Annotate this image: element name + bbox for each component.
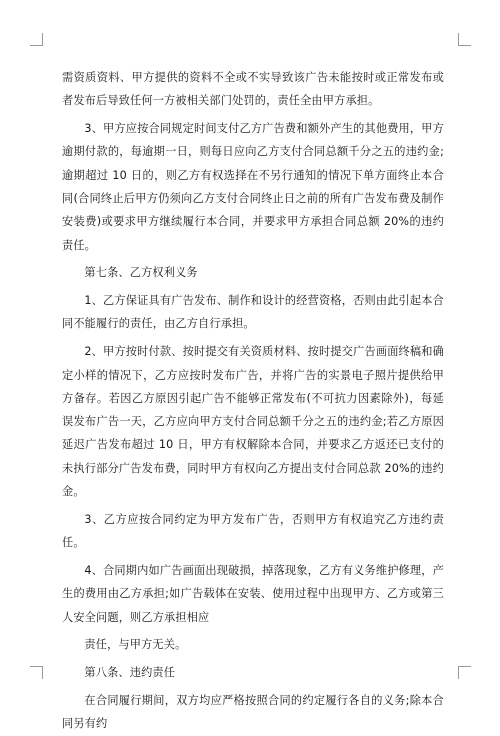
paragraph-party-b-responsibility: 责任，与甲方无关。 [84,638,187,652]
crop-mark-bottom-left [30,666,43,679]
paragraph-party-b-qualification: 1、乙方保证具有广告发布、制作和设计的经营资格，否则由此引起本合同不能履行的责任，由乙方自行承担。 [62,294,444,331]
crop-mark-top-left [30,33,43,46]
paragraph-party-b-contract-publish: 3、乙方应按合同约定为甲方发布广告，否则甲方有权追究乙方违约责任。 [62,512,444,550]
paragraph-breach-liability: 在合同履行期间，双方均应严格按照合同的约定履行各自的义务;除本合同另有约 [62,693,444,731]
paragraph-party-a-payment: 3、甲方应按合同规定时间支付乙方广告费和额外产生的其他费用，甲方逾期付款的，每逾期一日，则每日应向乙方支付合同总额千分之五的违约金;逾期超过 10 日的，则乙方有权选择在不另行通知的情况下单方面终止本合同(合同终止后甲方仍须向乙方支付合同终止日之前的所有广告发布费及制作安装费)或要求甲方继续履行本合同，并要求甲方承担合同总额 20%的违约责任。 [62,122,444,252]
paragraph-liability-materials: 需资质资料、甲方提供的资料不全或不实导致该广告未能按时或正常发布或者发布后导致任何一方被相关部门处罚的，责任全由甲方承担。 [62,71,444,108]
crop-mark-top-right [458,33,471,46]
document-body [62,66,444,736]
paragraph-party-b-publish: 2、甲方按时付款、按时提交有关资质材料、按时提交广告画面终稿和确定小样的情况下，乙方应按时发布广告，并将广告的实景电子照片提供给甲方备存。若因乙方原因引起广告不能够正常发布(不可抗力因素除外)，每延误发布广告一天，乙方应向甲方支付合同总额千分之五的违约金;若乙方原因延迟广告发布超过 10 日，甲方有权解除本合同，并要求乙方返还已支付的未执行部分广告发布费，同时甲方有权向乙方提出支付合同总款 20%的违约金。 [62,345,444,499]
heading-article-8: 第八条、违约责任 [84,666,176,680]
paragraph-party-b-maintenance: 4、合同期内如广告画面出现破损，掉落现象，乙方有义务维护修理，产生的费用由乙方承担;如广告载体在安装、使用过程中出现甲方、乙方或第三人安全问题，则乙方承担相应 [62,563,444,624]
crop-mark-bottom-right [458,666,471,679]
heading-article-7: 第七条、乙方权利义务 [84,266,198,280]
